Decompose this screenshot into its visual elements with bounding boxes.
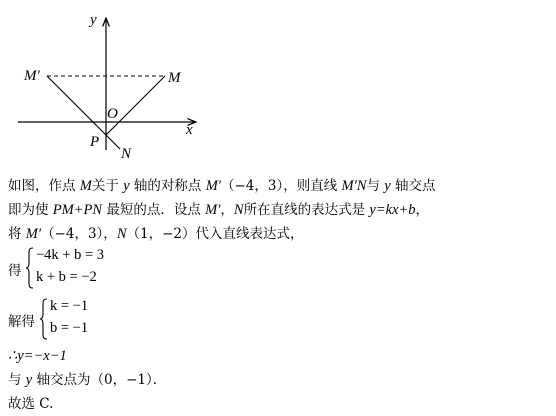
solution-line-1: 如图，作点 M关于 y 轴的对称点 M′（−4，3），则直线 M′N与 y 轴交点	[8, 178, 436, 194]
coordinate-diagram	[0, 0, 556, 170]
system-2-lead: 解得	[8, 314, 35, 330]
system-2-equation-2: b = −1	[50, 320, 89, 336]
answer-line: 故选 C.	[8, 396, 54, 412]
intersection-line: 与 y 轴交点为（0，−1）．	[8, 372, 167, 388]
equation-system-1	[8, 247, 148, 291]
point-p-label: P	[90, 134, 100, 150]
point-m-prime-label: M′	[24, 68, 40, 84]
result-line: ∴y=−x−1	[8, 348, 67, 364]
system-2-equation-1: k = −1	[50, 298, 89, 314]
point-n-label: N	[121, 146, 132, 162]
system-1-equation-2: k + b = −2	[36, 269, 97, 285]
point-m-label: M	[168, 70, 181, 86]
axis-x-label: x	[186, 122, 193, 138]
origin-label: O	[107, 106, 118, 122]
solution-line-3: 将 M′（−4，3），N（1，−2）代入直线表达式，	[8, 226, 304, 242]
left-brace-icon	[25, 247, 35, 289]
equation-system-2	[8, 298, 148, 342]
solution-line-2: 即为使 PM+PN 最短的点．设点 M′，N所在直线的表达式是 y=kx+b，	[8, 202, 430, 218]
left-brace-icon	[39, 298, 49, 340]
system-1-equation-1: −4k + b = 3	[36, 247, 105, 263]
system-1-lead: 得	[8, 263, 22, 279]
axis-y-label: y	[90, 12, 97, 28]
